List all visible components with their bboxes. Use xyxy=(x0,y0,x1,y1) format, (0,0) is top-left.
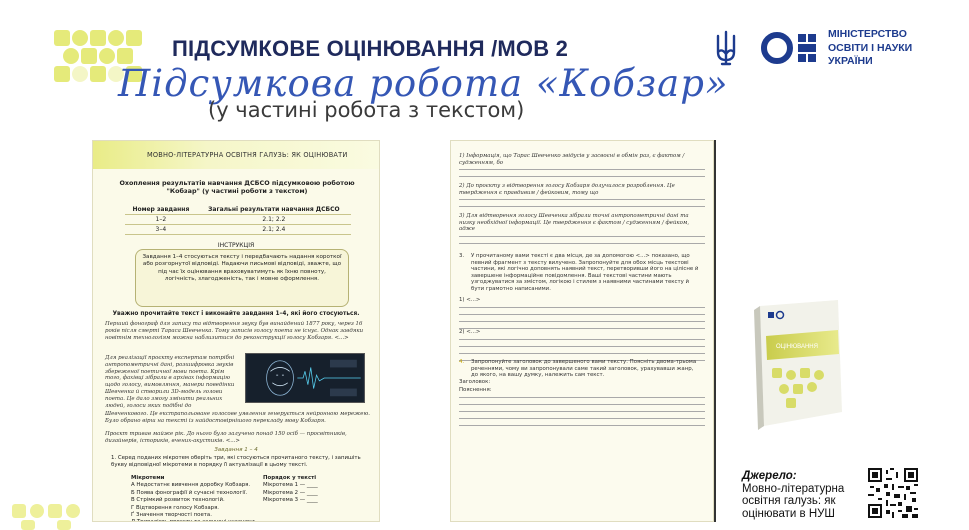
list-item: Мікротема 1 — ____ xyxy=(263,482,318,489)
answer-lines xyxy=(459,397,705,432)
table-cell: 3–4 xyxy=(125,225,197,235)
text-paragraph xyxy=(105,321,375,341)
decorative-pattern-bottom xyxy=(8,498,98,530)
blank-1-label: 1) <...> xyxy=(459,297,481,303)
tasks-title: Завдання 1 – 4 xyxy=(214,447,258,453)
list-item: Мікротема 3 — ____ xyxy=(263,497,318,504)
order-header: Порядок у тексті xyxy=(263,475,317,481)
question-3: 3) Для відтворення голосу Шевченка зібрали точні антропометричні дані та низку необхідної інформації. Це твердження є фактом / судженням / фейком, адже xyxy=(459,213,690,233)
ministry-line-2: ОСВІТИ І НАУКИ xyxy=(828,41,913,54)
headline-label: Заголовок: xyxy=(459,379,491,385)
source-label: Джерело: xyxy=(742,470,797,482)
ministry-line-1: МІНІСТЕРСТВО xyxy=(828,28,907,40)
table-header-row xyxy=(125,205,351,215)
results-table xyxy=(125,205,351,235)
voice-reconstruction-image xyxy=(245,353,365,403)
answer-lines xyxy=(459,169,705,183)
table-cell: 2.1; 2.4 xyxy=(197,225,351,235)
blank-2-label: 2) <...> xyxy=(459,329,481,335)
source-line-2: освітня галузь: як xyxy=(742,495,836,507)
microtopics-list xyxy=(131,475,261,522)
book-cover-label: ОЦІНЮВАННЯ xyxy=(776,344,818,350)
book-cover-image xyxy=(752,296,846,430)
list-item: А Недостатнє вивчення доробку Кобзаря. xyxy=(131,482,251,489)
answer-lines xyxy=(459,236,705,250)
document-page-left xyxy=(92,140,380,522)
table-cell: 1–2 xyxy=(125,215,197,225)
paragraph-1: Перший фонограф для запису та відтворення звуку був винайдений 1877 року, через 16 років після смерті Тараса Шевченка. Тому записів голосу поета не існує. Однак завдяки новітнім технологіям можна наблизитися до реконструкції голосу Кобзаря. <...> xyxy=(105,321,364,341)
task-4-number: 4. xyxy=(459,359,465,365)
source-line-3: оцінювати в НУШ xyxy=(742,507,835,520)
task-3-number: 3. xyxy=(459,253,465,259)
question-2: 2) До проєкту з відтворення голосу Кобзаря долучилося розроблення. Це твердження є правдивим / фейковим, тому що xyxy=(459,183,675,196)
table-header: Загальні результати навчання ДСБСО xyxy=(197,205,351,215)
paragraph-3: Шевченкового. Це екстрапольоване голосове уявлення генерується нейронною мережею. Було обрано вірш на тексті із найдостовірнішого перекладу мову Кобзаря. xyxy=(105,411,370,424)
list-item: Б Поява фонографії й сучасні технології. xyxy=(131,489,248,496)
question-1: 1) Інформація, що Тарас Шевченко звідусів у засвоєні в обмін раз, є фактом / судженням, бо xyxy=(459,153,685,166)
subtitle: (у частині робота з текстом) xyxy=(208,98,525,122)
reading-instruction: Уважно прочитайте текст і виконайте завдання 1–4, які його стосуються. xyxy=(112,311,360,317)
table-row xyxy=(125,225,351,235)
qr-code[interactable] xyxy=(868,468,918,518)
table-header: Номер завдання xyxy=(125,205,197,215)
document-page-right xyxy=(450,140,714,522)
page-header-label: МОВНО-ЛІТЕРАТУРНА ОСВІТНЯ ГАЛУЗЬ: ЯК ОЦІНЮВАТИ xyxy=(147,151,348,159)
source-line-1: Мовно-літературна xyxy=(742,482,845,495)
paragraph-2: Для реалізації проєкту експертам потрібні антропометричні дані, розшифровка звуків збереженої поетичної мови поета. Крім того, фахівці зібрали в архівах інформацію щодо голосу, вимовляння, манери поведінки Шевченка й створили 3D-модель голови поета. Це дало змогу змінити реальних людей, голоси яких подібні до xyxy=(105,355,235,409)
explanation-label: Пояснення: xyxy=(459,387,492,393)
page-header-band xyxy=(93,141,379,169)
ministry-line-3: УКРАЇНИ xyxy=(828,55,873,67)
list-item: В Стрімкий розвиток технологій. xyxy=(131,497,225,504)
source-caption xyxy=(742,470,844,520)
table-row xyxy=(125,215,351,225)
list-item: Мікротема 2 — ____ xyxy=(263,489,318,496)
instruction-title: ІНСТРУКЦІЯ xyxy=(217,242,255,249)
table-cell: 2.1; 2.2 xyxy=(197,215,351,225)
microtopics-header: Мікротеми xyxy=(131,475,165,481)
answer-lines xyxy=(459,199,705,213)
page-divider xyxy=(714,140,716,522)
task-4-text: Запропонуйте заголовок до завершеного вами тексту. Поясніть двома-трьома реченнями, чому ви запропонували саме такий заголовок, урахувавши жанр, до якого, на вашу думку, належить сам текст. xyxy=(471,359,697,379)
page-title: ПІДСУМКОВЕ ОЦІНЮВАННЯ /МОВ 2 xyxy=(172,36,569,61)
list-item: Ґ Значення творчості поета. xyxy=(131,512,212,519)
trident-icon xyxy=(712,30,740,66)
order-list xyxy=(263,475,359,505)
ministry-name xyxy=(828,28,912,69)
instruction-box: Завдання 1–4 стосуються тексту і передбачають надання короткої або розгорнутої відповіді. Надаючи письмові відповіді, зважте, що під час їх оцінювання враховуватимуть як їхню повноту, логічність, злагодженість, так і мовне оформлення. xyxy=(135,249,349,307)
list-item xyxy=(131,519,261,522)
script-title: Підсумкова робота «Кобзар» xyxy=(118,62,729,105)
mon-logo-icon xyxy=(760,30,820,66)
task-1: 1. Серед поданих мікротем оберіть три, які стосуються прочитаного тексту, і запишіть букву відповідної мікротеми в порядку її актуалізації в цьому тексті. xyxy=(111,455,361,468)
list-item: Г Відтворення голосу Кобзаря. xyxy=(131,504,220,511)
section-heading: Охоплення результатів навчання ДСБСО підсумковою роботою "Кобзар" (у частині роботи з текстом) xyxy=(119,179,355,195)
task-3-text: У прочитаному вами тексті є два місця, де за допомогою <...> показано, що певний фрагмент з тексту вилучено. Запропонуйте для обох місць текстові частини, які логічно доповнять наявний текст, перетворивши його на цілісне й завершене інформаційне повідомлення. Ваші текстові частини мають узгоджуватися за змістом, логікою і стилем з наявними частинами тексту й бути грамотно написаними. xyxy=(471,253,699,292)
paragraph-4: Проєкт тривав майже рік. До нього було залучено понад 150 осіб — просвітників, дизайнерів, істориків, вчених-акустиків. <...> xyxy=(105,431,347,444)
